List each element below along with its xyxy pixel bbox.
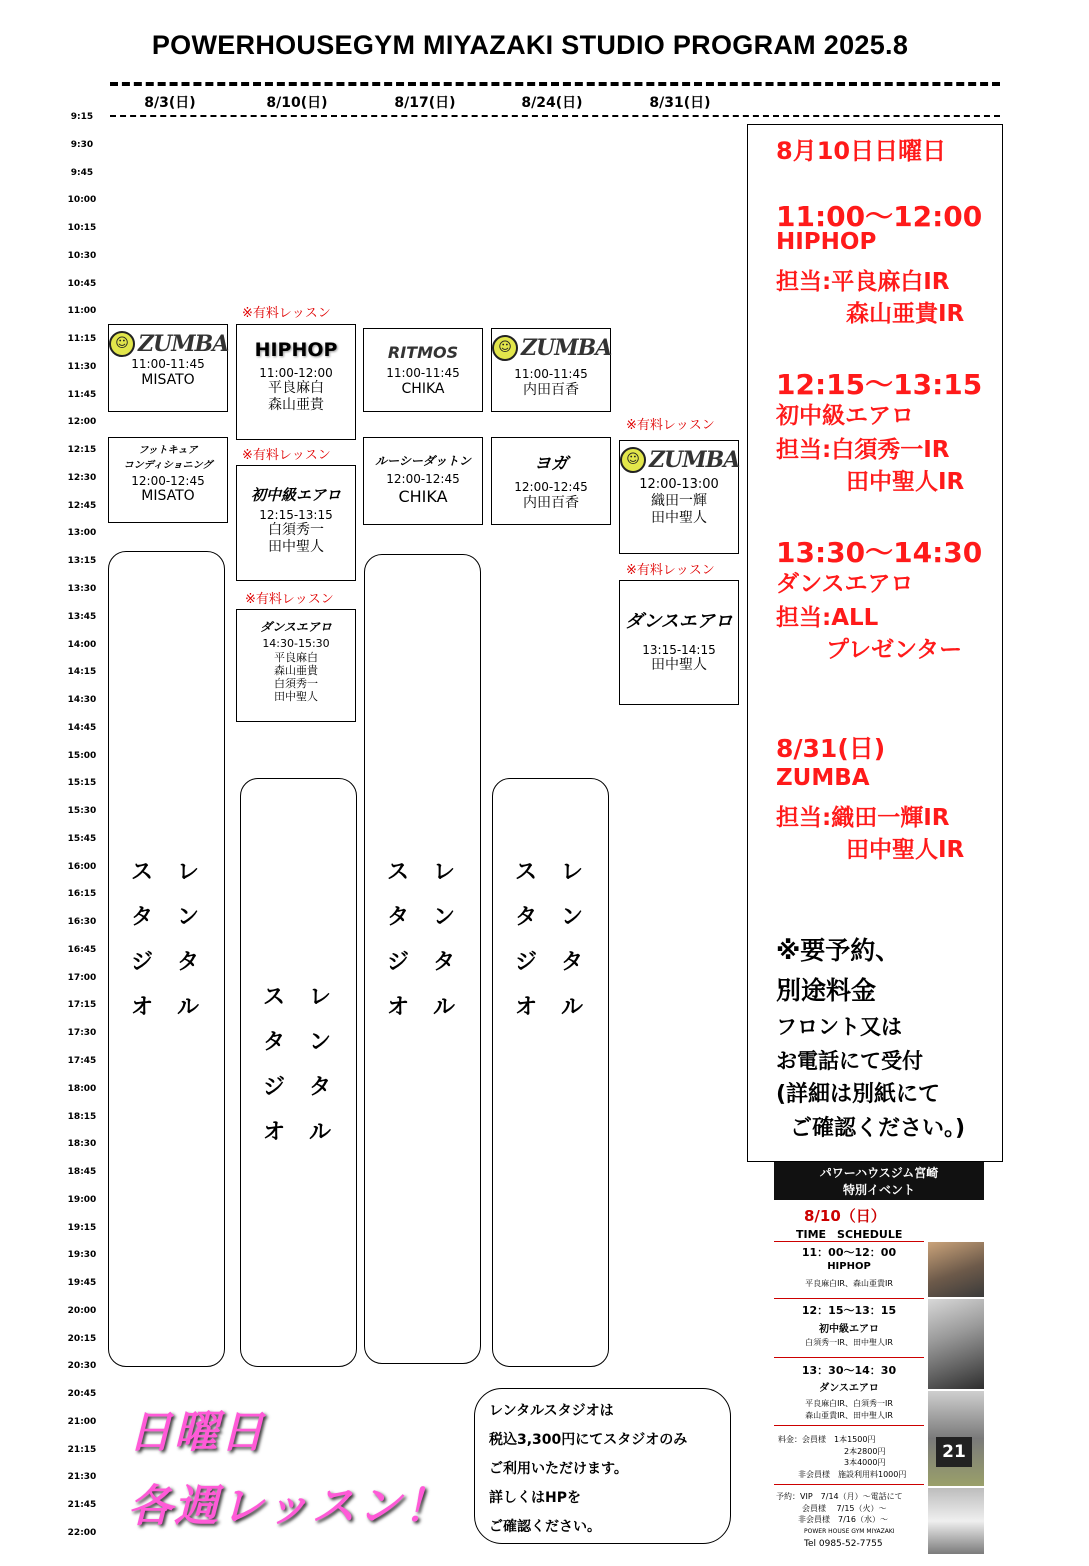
instructor-photo bbox=[928, 1299, 984, 1389]
time-label: 9:45 bbox=[70, 167, 94, 178]
lesson-time: 11:00-11:45 bbox=[514, 367, 588, 382]
flyer-fee: 3本4000円 bbox=[844, 1458, 886, 1467]
lesson-name: RITMOS bbox=[387, 343, 459, 362]
event-flyer bbox=[774, 1162, 984, 1554]
rental-info-box bbox=[474, 1388, 731, 1544]
flyer-class: 初中級エアロ bbox=[819, 1324, 879, 1335]
lesson-zumba[interactable] bbox=[491, 328, 611, 412]
time-label: 16:00 bbox=[67, 861, 97, 872]
event-time: 13:30〜14:30 bbox=[776, 536, 983, 569]
event-class: 初中級エアロ bbox=[776, 403, 914, 429]
rental-col-studio: ス タ ジ オ bbox=[262, 985, 285, 1145]
lesson-name: ダンスエアロ bbox=[625, 611, 733, 632]
instructor-photo bbox=[928, 1488, 984, 1554]
lesson-name: コンディショニング bbox=[123, 460, 213, 471]
time-label: 17:45 bbox=[67, 1056, 97, 1066]
rental-info-line: レンタルスタジオは bbox=[489, 1403, 614, 1419]
flyer-instructor: 森山亜貴IR、田中聖人IR bbox=[805, 1411, 893, 1420]
time-label: 15:00 bbox=[67, 750, 97, 761]
event-staff: 担当:平良麻白IR bbox=[776, 269, 950, 295]
divider bbox=[110, 82, 1000, 86]
flyer-reservation: 予約：VIP 7/14（月）〜電話にて bbox=[776, 1492, 903, 1501]
rental-studio-block[interactable] bbox=[364, 554, 481, 1364]
time-label: 18:45 bbox=[67, 1167, 97, 1178]
time-label: 13:45 bbox=[67, 611, 97, 622]
zumba-logo: ☺ ZUMBA bbox=[492, 335, 611, 361]
lesson-ritmos[interactable] bbox=[363, 328, 483, 412]
rental-col-studio: ス タ ジ オ bbox=[386, 860, 409, 1020]
rental-info-line: ご確認ください。 bbox=[489, 1519, 601, 1535]
date-header: 8/17(日) bbox=[394, 95, 456, 111]
lesson-instructor: 内田百香 bbox=[523, 494, 579, 511]
lesson-time: 11:00-12:00 bbox=[259, 365, 333, 380]
time-label: 20:00 bbox=[67, 1305, 97, 1316]
lesson-hiphop[interactable] bbox=[236, 324, 356, 440]
lesson-foot-care[interactable] bbox=[108, 437, 228, 523]
rental-studio-block[interactable] bbox=[240, 778, 357, 1367]
time-label: 19:30 bbox=[67, 1250, 97, 1261]
lesson-time: 12:15-13:15 bbox=[259, 508, 333, 522]
lesson-name: HIPHOP bbox=[254, 339, 338, 361]
time-label: 11:00 bbox=[67, 306, 97, 317]
time-label: 12:15 bbox=[67, 445, 97, 456]
event-class: HIPHOP bbox=[776, 229, 877, 255]
flyer-time: 11：00〜12：00 bbox=[801, 1246, 897, 1259]
rental-col-studio: ス タ ジ オ bbox=[514, 860, 537, 1020]
rental-col-studio: ス タ ジ オ bbox=[130, 860, 153, 1020]
time-label: 12:30 bbox=[67, 472, 97, 483]
instructor-photo bbox=[928, 1391, 984, 1486]
event-date: 8月10日日曜日 bbox=[776, 137, 947, 165]
time-label: 21:15 bbox=[67, 1444, 97, 1455]
lesson-instructor: 田中聖人 bbox=[651, 656, 707, 673]
lesson-name: ダンスエアロ bbox=[260, 620, 332, 634]
lesson-time: 11:00-11:45 bbox=[131, 357, 205, 372]
flyer-header: 特別イベント bbox=[842, 1183, 915, 1197]
divider bbox=[774, 1298, 924, 1299]
reservation-note: 別途料金 bbox=[776, 976, 877, 1005]
divider bbox=[110, 115, 1000, 117]
reservation-note: お電話にて受付 bbox=[776, 1049, 923, 1073]
paid-lesson-label: ※有料レッスン bbox=[242, 448, 331, 463]
time-label: 15:15 bbox=[67, 778, 97, 789]
lesson-time: 12:00-12:45 bbox=[131, 474, 205, 488]
date-header: 8/31(日) bbox=[649, 95, 711, 111]
time-label: 11:15 bbox=[67, 334, 97, 345]
zumba-logo: ☺ ZUMBA bbox=[109, 331, 228, 357]
time-label: 20:30 bbox=[67, 1361, 97, 1372]
flyer-date: 8/10（日） bbox=[804, 1207, 886, 1225]
divider bbox=[774, 1484, 924, 1485]
rental-col-rental: レ ン タ ル bbox=[432, 860, 455, 1020]
event-staff: 田中聖人IR bbox=[846, 837, 965, 863]
time-label: 17:30 bbox=[67, 1028, 97, 1039]
rental-col-rental: レ ン タ ル bbox=[560, 860, 583, 1020]
rental-col-rental: レ ン タ ル bbox=[176, 860, 199, 1020]
lesson-instructor: 森山亜貴 bbox=[268, 396, 324, 413]
reservation-note: フロント又は bbox=[776, 1015, 902, 1039]
event-info-panel bbox=[747, 124, 1003, 1162]
reservation-note: (詳細は別紙にて bbox=[776, 1082, 941, 1107]
time-label: 20:15 bbox=[67, 1333, 97, 1344]
lesson-time: 12:00-13:00 bbox=[639, 477, 719, 493]
event-staff: 担当:ALL bbox=[776, 605, 879, 631]
lesson-time: 14:30-15:30 bbox=[262, 637, 330, 651]
flyer-header: パワーハウスジム宮崎 bbox=[819, 1166, 939, 1180]
time-label: 15:30 bbox=[67, 806, 97, 817]
time-label: 10:30 bbox=[67, 250, 97, 261]
flyer-subtitle: TIME SCHEDULE bbox=[796, 1228, 903, 1241]
divider bbox=[774, 1357, 924, 1358]
lesson-aero[interactable] bbox=[236, 465, 356, 581]
time-label: 13:15 bbox=[67, 556, 97, 567]
lesson-time: 11:00-11:45 bbox=[386, 366, 460, 381]
lesson-time: 12:00-12:45 bbox=[514, 480, 588, 495]
rental-info-line: ご利用いただけます。 bbox=[489, 1461, 628, 1477]
time-label: 16:15 bbox=[67, 889, 97, 900]
time-label: 13:30 bbox=[67, 584, 97, 594]
jersey-number: 21 bbox=[936, 1437, 972, 1467]
event-staff: 田中聖人IR bbox=[846, 469, 965, 495]
lesson-instructor: 田中聖人 bbox=[268, 539, 324, 556]
reservation-note: ※要予約、 bbox=[776, 936, 901, 965]
lesson-dance-aero[interactable] bbox=[619, 580, 739, 705]
time-label: 17:00 bbox=[67, 972, 97, 983]
sunday-heading: 日曜日 bbox=[128, 1407, 266, 1458]
time-label: 14:30 bbox=[67, 695, 97, 706]
flyer-reservation: 会員様 7/15（火）〜 bbox=[802, 1504, 887, 1513]
time-label: 21:45 bbox=[67, 1500, 97, 1511]
paid-lesson-label: ※有料レッスン bbox=[242, 306, 331, 321]
divider bbox=[774, 1241, 924, 1242]
rental-studio-block[interactable] bbox=[108, 551, 225, 1367]
lesson-zumba[interactable] bbox=[108, 324, 228, 412]
time-label: 16:30 bbox=[67, 917, 97, 928]
lesson-name: ヨガ bbox=[534, 454, 568, 474]
event-time: 11:00〜12:00 bbox=[776, 200, 983, 233]
event-staff: 担当:織田一輝IR bbox=[776, 805, 950, 831]
flyer-fee: 非会員様 施設利用料1000円 bbox=[798, 1470, 907, 1479]
event-class: ZUMBA bbox=[776, 765, 870, 791]
lesson-instructor: 平良麻白 bbox=[274, 650, 318, 664]
lesson-instructor: 織田一輝 bbox=[651, 492, 707, 509]
lesson-zumba[interactable] bbox=[619, 440, 739, 554]
lesson-instructor: MISATO bbox=[141, 371, 195, 388]
event-staff: プレゼンター bbox=[826, 637, 963, 663]
time-label: 21:00 bbox=[67, 1416, 97, 1427]
rental-info-line: 詳しくはHPを bbox=[489, 1490, 581, 1506]
lesson-instructor: 内田百香 bbox=[523, 381, 579, 398]
flyer-class: ダンスエアロ bbox=[819, 1383, 879, 1394]
time-label: 9:30 bbox=[70, 139, 94, 150]
time-label: 21:30 bbox=[67, 1472, 97, 1483]
time-label: 14:45 bbox=[67, 722, 97, 733]
flyer-time: 12：15〜13：15 bbox=[801, 1304, 897, 1317]
rental-col-rental: レ ン タ ル bbox=[308, 985, 331, 1145]
time-label: 14:00 bbox=[67, 639, 97, 650]
time-label: 13:00 bbox=[67, 528, 97, 539]
time-label: 19:15 bbox=[67, 1222, 97, 1233]
rental-info-line: 税込3,300円にてスタジオのみ bbox=[489, 1432, 688, 1448]
weekly-lesson-heading: 各週レッスン！ bbox=[128, 1481, 450, 1532]
lesson-yoga[interactable] bbox=[491, 437, 611, 525]
time-label: 18:30 bbox=[67, 1139, 97, 1150]
flyer-instructor: 白須秀一IR、田中聖人IR bbox=[805, 1338, 893, 1347]
time-label: 16:45 bbox=[67, 944, 97, 955]
time-label: 11:30 bbox=[67, 361, 97, 372]
time-label: 18:00 bbox=[67, 1083, 97, 1094]
event-time: 12:15〜13:15 bbox=[776, 368, 983, 401]
lesson-name: フットキュア bbox=[138, 445, 198, 456]
divider bbox=[774, 1425, 924, 1426]
time-label: 14:15 bbox=[67, 667, 97, 678]
flyer-fee: 料金：会員様 1本1500円 bbox=[778, 1435, 876, 1444]
reservation-note: ご確認ください。) bbox=[790, 1116, 966, 1141]
paid-lesson-label: ※有料レッスン bbox=[245, 592, 334, 607]
time-label: 11:45 bbox=[67, 389, 97, 400]
rental-studio-block[interactable] bbox=[492, 778, 609, 1367]
zumba-logo: ☺ ZUMBA bbox=[620, 447, 739, 473]
lesson-instructor: CHIKA bbox=[401, 380, 445, 397]
event-class: ダンスエアロ bbox=[776, 571, 914, 597]
flyer-tel: Tel 0985-52-7755 bbox=[804, 1539, 883, 1549]
flyer-instructor: 平良麻白IR、森山亜貴IR bbox=[805, 1279, 893, 1288]
time-label: 10:00 bbox=[67, 195, 97, 206]
flyer-class: HIPHOP bbox=[827, 1261, 871, 1272]
date-header: 8/10(日) bbox=[266, 95, 328, 111]
lesson-lucy-datton[interactable] bbox=[363, 437, 483, 525]
event-date: 8/31(日) bbox=[776, 734, 886, 763]
time-label: 20:45 bbox=[67, 1389, 97, 1400]
lesson-time: 13:15-14:15 bbox=[642, 642, 716, 657]
time-label: 12:45 bbox=[67, 500, 97, 511]
lesson-instructor: MISATO bbox=[141, 488, 195, 505]
time-label: 10:45 bbox=[67, 278, 97, 289]
time-label: 12:00 bbox=[67, 417, 97, 428]
lesson-instructor: 平良麻白 bbox=[268, 380, 324, 397]
lesson-instructor: 白須秀一 bbox=[268, 522, 324, 539]
time-label: 22:00 bbox=[67, 1528, 97, 1538]
event-staff: 担当:白須秀一IR bbox=[776, 437, 950, 463]
paid-lesson-label: ※有料レッスン bbox=[626, 563, 715, 578]
date-header: 8/24(日) bbox=[521, 95, 583, 111]
flyer-reservation: 非会員様 7/16（水）〜 bbox=[798, 1515, 888, 1524]
time-label: 10:15 bbox=[67, 223, 97, 234]
paid-lesson-label: ※有料レッスン bbox=[626, 418, 715, 433]
time-label: 15:45 bbox=[67, 833, 97, 844]
lesson-name: 初中級エアロ bbox=[250, 486, 341, 504]
flyer-fee: 2本2800円 bbox=[844, 1447, 886, 1456]
lesson-dance-aero[interactable] bbox=[236, 609, 356, 722]
time-label: 18:15 bbox=[67, 1111, 97, 1122]
lesson-instructor: 白須秀一 bbox=[274, 676, 318, 690]
flyer-instructor: 平良麻白IR、白須秀一IR bbox=[805, 1399, 893, 1408]
flyer-time: 13：30〜14：30 bbox=[801, 1364, 897, 1377]
lesson-instructor: CHIKA bbox=[398, 486, 448, 506]
lesson-name: ルーシーダットン bbox=[375, 454, 471, 468]
event-staff: 森山亜貴IR bbox=[846, 301, 965, 327]
lesson-time: 12:00-12:45 bbox=[386, 472, 460, 487]
date-header: 8/3(日) bbox=[144, 95, 196, 111]
flyer-gym-name: POWER HOUSE GYM MIYAZAKI bbox=[804, 1528, 895, 1535]
time-label: 19:45 bbox=[67, 1278, 97, 1289]
lesson-instructor: 田中聖人 bbox=[274, 690, 318, 704]
time-label: 19:00 bbox=[67, 1194, 97, 1205]
lesson-instructor: 森山亜貴 bbox=[274, 663, 318, 677]
page-title: POWERHOUSEGYM MIYAZAKI STUDIO PROGRAM 2025.8 bbox=[151, 30, 909, 60]
lesson-instructor: 田中聖人 bbox=[651, 509, 707, 526]
instructor-photo bbox=[928, 1242, 984, 1297]
time-label: 9:15 bbox=[70, 112, 94, 122]
time-label: 17:15 bbox=[67, 1000, 97, 1011]
